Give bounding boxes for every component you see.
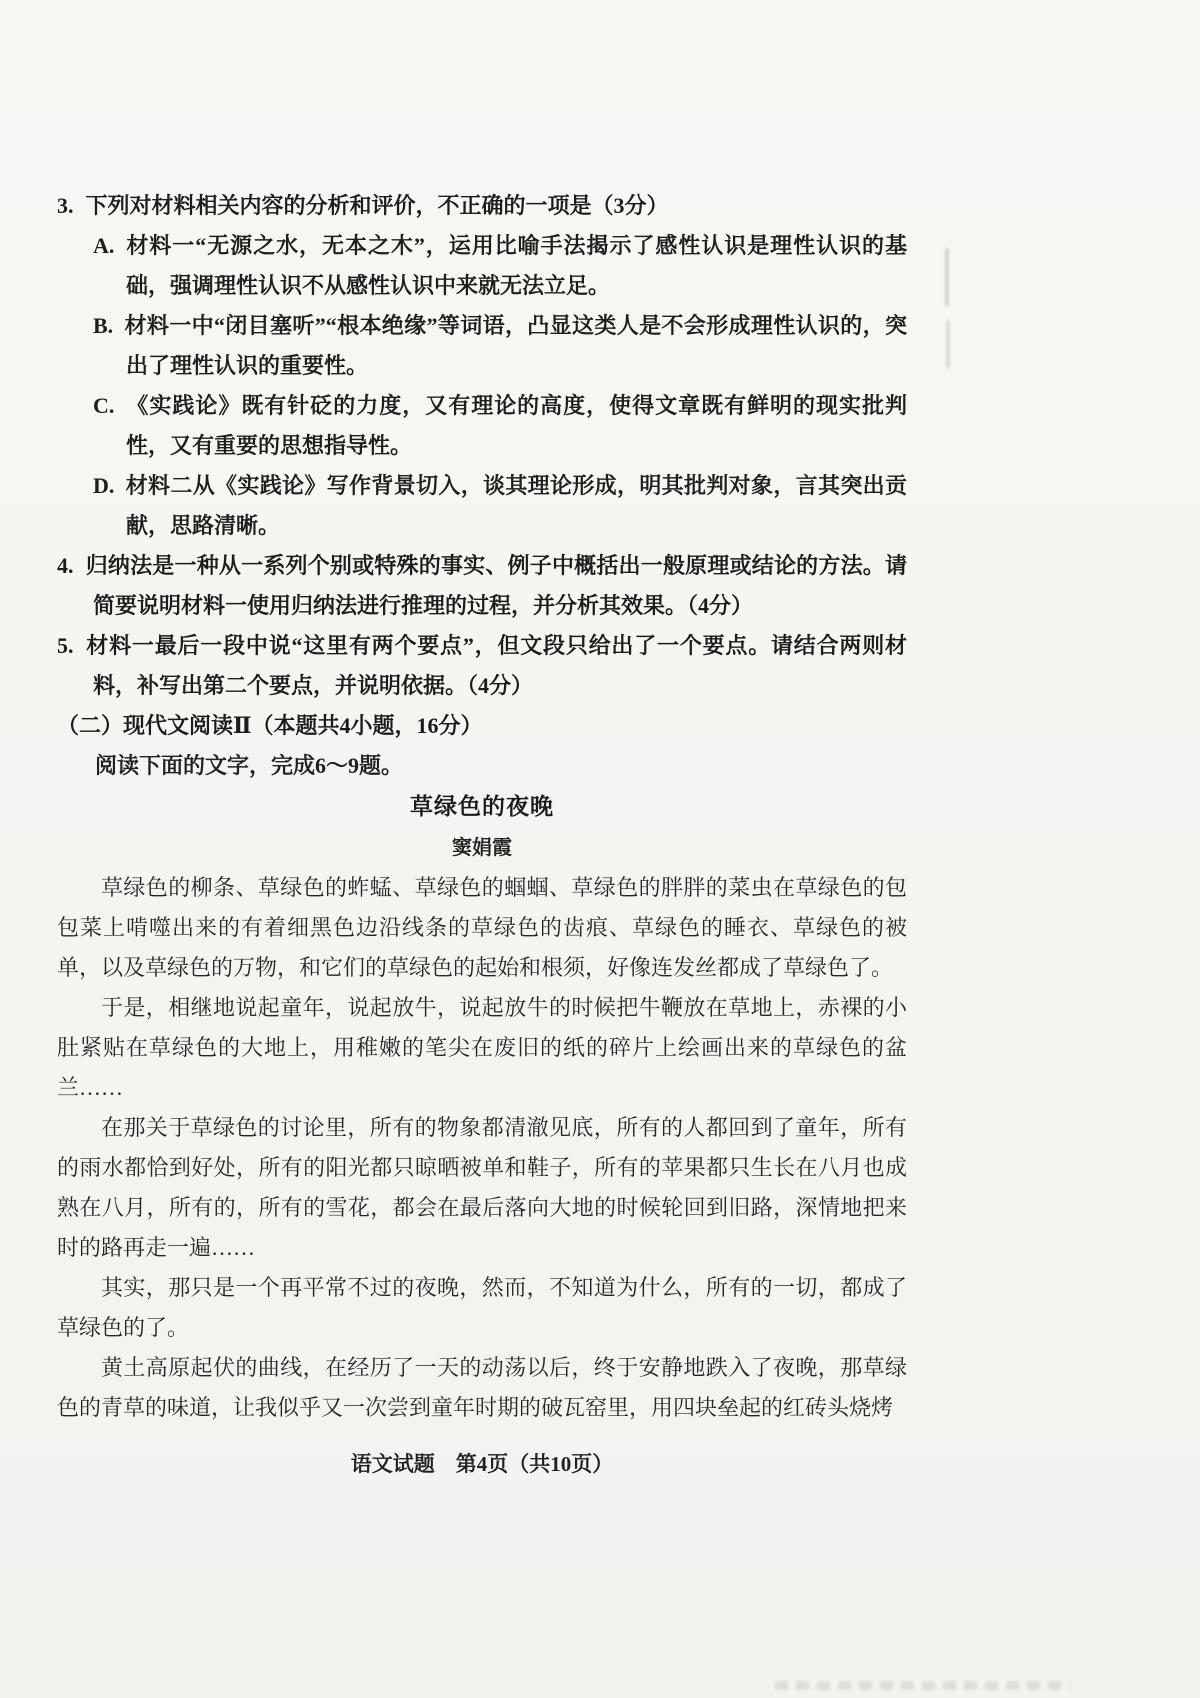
section-heading: （二）现代文阅读Ⅱ（本题共4小题，16分）	[57, 713, 483, 738]
question-4	[57, 546, 907, 626]
option-a-text: 材料一“无源之水，无本之木”，运用比喻手法揭示了感性认识是理性认识的基础，强调理性认识不从感性认识中来就无法立足。	[125, 233, 907, 298]
option-c-label: C.	[93, 393, 115, 418]
question-3-number: 3.	[57, 193, 74, 218]
question-3-option-d	[57, 466, 907, 546]
essay-title: 草绿色的夜晚	[410, 794, 554, 819]
essay-author: 窦娟霞	[452, 837, 512, 859]
reading-instruction: 阅读下面的文字，完成6～9题。	[95, 753, 404, 778]
option-b-label: B.	[93, 313, 114, 338]
question-5-number: 5.	[57, 633, 74, 658]
scan-artifact-streak	[946, 320, 950, 368]
essay-paragraph-5: 黄土高原起伏的曲线，在经历了一天的动荡以后，终于安静地跌入了夜晚，那草绿色的青草的味道，让我似乎又一次尝到童年时期的破瓦窑里，用四块垒起的红砖头烧烤	[57, 1355, 907, 1420]
page-content	[57, 186, 907, 1484]
option-a-label: A.	[93, 233, 115, 258]
question-3-option-b	[57, 306, 907, 386]
question-4-stem	[57, 546, 907, 626]
page-footer: 语文试题 第4页（共10页）	[350, 1452, 614, 1476]
essay-paragraph-4: 其实，那只是一个再平常不过的夜晚，然而，不知道为什么，所有的一切，都成了草绿色的了。	[57, 1275, 907, 1340]
question-5	[57, 626, 907, 706]
scan-artifact-smudge	[775, 1681, 1070, 1690]
essay-paragraph-1: 草绿色的柳条、草绿色的蚱蜢、草绿色的蝈蝈、草绿色的胖胖的菜虫在草绿色的包包菜上啃噬出来的有着细黑色边沿线条的草绿色的齿痕、草绿色的睡衣、草绿色的被单，以及草绿色的万物，和它们的草绿色的起始和根须，好像连发丝都成了草绿色了。	[57, 875, 907, 980]
question-3	[57, 186, 907, 546]
question-3-option-c	[57, 386, 907, 466]
question-4-number: 4.	[57, 553, 74, 578]
option-d-label: D.	[93, 473, 115, 498]
question-3-stem-text: 下列对材料相关内容的分析和评价，不正确的一项是（3分）	[85, 193, 669, 218]
question-3-option-a	[57, 226, 907, 306]
question-4-stem-text: 归纳法是一种从一系列个别或特殊的事实、例子中概括出一般原理或结论的方法。请简要说明材料一使用归纳法进行推理的过程，并分析其效果。（4分）	[85, 553, 907, 618]
scan-artifact-streak	[945, 248, 949, 306]
essay-paragraph-2: 于是，相继地说起童年，说起放牛，说起放牛的时候把牛鞭放在草地上，赤裸的小肚紧贴在草绿色的大地上，用稚嫩的笔尖在废旧的纸的碎片上绘画出来的草绿色的盆兰……	[57, 995, 907, 1100]
question-3-stem	[57, 186, 907, 226]
option-b-text: 材料一中“闭目塞听”“根本绝缘”等词语，凸显这类人是不会形成理性认识的，突出了理性认识的重要性。	[124, 313, 907, 378]
essay-paragraph-3: 在那关于草绿色的讨论里，所有的物象都清澈见底，所有的人都回到了童年，所有的雨水都恰到好处，所有的阳光都只晾晒被单和鞋子，所有的苹果都只生长在八月也成熟在八月，所有的，所有的雪花，都会在最后落向大地的时候轮回到旧路，深情地把来时的路再走一遍……	[57, 1115, 907, 1260]
question-5-stem	[57, 626, 907, 706]
option-c-text: 《实践论》既有针砭的力度，又有理论的高度，使得文章既有鲜明的现实批判性，又有重要的思想指导性。	[125, 393, 907, 458]
question-5-stem-text: 材料一最后一段中说“这里有两个要点”，但文段只给出了一个要点。请结合两则材料，补写出第二个要点，并说明依据。（4分）	[85, 633, 907, 698]
option-d-text: 材料二从《实践论》写作背景切入，谈其理论形成，明其批判对象，言其突出贡献，思路清晰。	[125, 473, 907, 538]
